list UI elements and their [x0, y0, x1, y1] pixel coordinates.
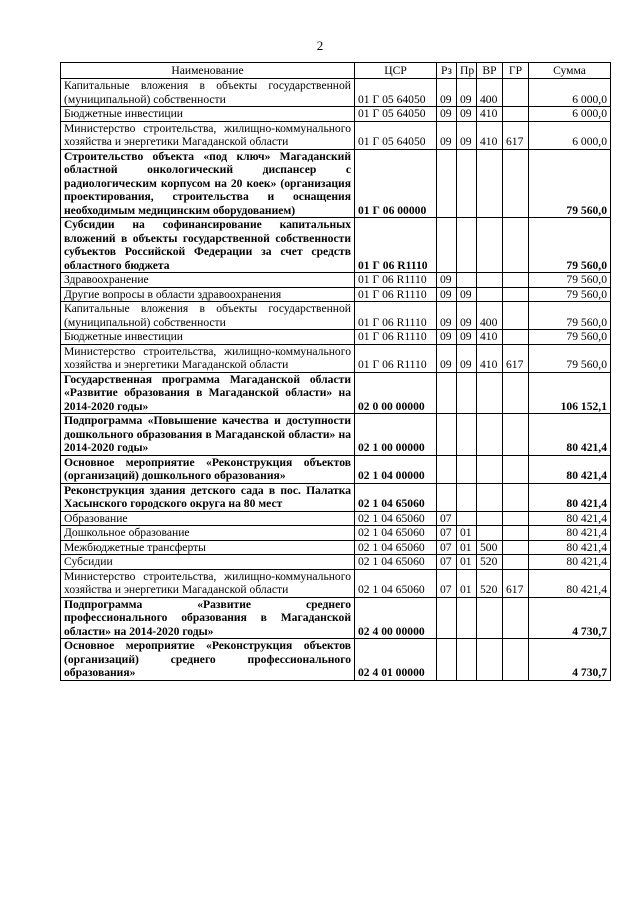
cell-rz: 07 [437, 526, 457, 541]
cell-csr: 01 Г 06 R1110 [355, 273, 437, 288]
cell-name: Министерство строительства, жилищно-коммунального хозяйства и энергетики Магаданской области [61, 569, 355, 597]
cell-name: Бюджетные инвестиции [61, 107, 355, 122]
cell-name: Министерство строительства, жилищно-коммунального хозяйства и энергетики Магаданской области [61, 121, 355, 149]
cell-vr [477, 273, 503, 288]
cell-rz: 09 [437, 287, 457, 302]
table-row [61, 121, 611, 149]
cell-csr: 02 1 04 65060 [355, 540, 437, 555]
table-row [61, 526, 611, 541]
cell-sum: 79 560,0 [529, 273, 611, 288]
cell-sum: 79 560,0 [529, 218, 611, 273]
table-row [61, 569, 611, 597]
cell-gr [503, 483, 529, 511]
cell-csr: 01 Г 06 R1110 [355, 218, 437, 273]
cell-gr [503, 526, 529, 541]
cell-gr [503, 287, 529, 302]
cell-rz [437, 149, 457, 218]
cell-vr: 520 [477, 569, 503, 597]
cell-name: Субсидии на софинансирование капитальных вложений в объекты государственной собственности субъектов Российской Федерации за счет средств областного бюджета [61, 218, 355, 273]
table-row [61, 218, 611, 273]
cell-pr [457, 511, 477, 526]
cell-csr: 01 Г 06 R1110 [355, 344, 437, 372]
cell-vr: 500 [477, 540, 503, 555]
table-row [61, 540, 611, 555]
cell-csr: 02 1 04 65060 [355, 511, 437, 526]
table-row [61, 555, 611, 570]
cell-gr: 617 [503, 569, 529, 597]
cell-sum: 79 560,0 [529, 302, 611, 330]
table-body [61, 79, 611, 681]
cell-sum: 4 730,7 [529, 597, 611, 639]
cell-pr [457, 639, 477, 681]
cell-sum: 80 421,4 [529, 540, 611, 555]
cell-gr [503, 218, 529, 273]
cell-pr: 01 [457, 540, 477, 555]
cell-csr: 01 Г 06 R1110 [355, 330, 437, 345]
cell-name: Строительство объекта «под ключ» Магаданский областной онкологический диспансер с радиологическим корпусом на 20 коек» (организация проектирования, строительства и оснащения необходимым медицинским оборудованием) [61, 149, 355, 218]
page-number: 2 [316, 38, 324, 53]
cell-vr: 520 [477, 555, 503, 570]
cell-name: Реконструкция здания детского сада в пос. Палатка Хасынского городского округа на 80 мест [61, 483, 355, 511]
table-row [61, 344, 611, 372]
cell-gr [503, 511, 529, 526]
cell-gr [503, 639, 529, 681]
cell-pr: 09 [457, 79, 477, 107]
cell-gr [503, 414, 529, 456]
cell-csr: 02 1 04 00000 [355, 455, 437, 483]
cell-sum: 79 560,0 [529, 344, 611, 372]
cell-csr: 02 1 00 00000 [355, 414, 437, 456]
cell-gr [503, 597, 529, 639]
cell-rz [437, 483, 457, 511]
cell-vr: 410 [477, 121, 503, 149]
cell-csr: 01 Г 06 R1110 [355, 287, 437, 302]
cell-sum: 80 421,4 [529, 526, 611, 541]
cell-gr [503, 330, 529, 345]
cell-vr: 400 [477, 302, 503, 330]
cell-gr: 617 [503, 344, 529, 372]
cell-vr: 410 [477, 344, 503, 372]
table-row [61, 273, 611, 288]
cell-gr [503, 372, 529, 414]
cell-name: Подпрограмма «Развитие среднего профессионального образования в Магаданской области» на 2014-2020 годы» [61, 597, 355, 639]
cell-gr [503, 273, 529, 288]
table-row [61, 107, 611, 122]
table-row [61, 372, 611, 414]
cell-csr: 02 1 04 65060 [355, 569, 437, 597]
budget-table [60, 62, 611, 681]
cell-pr: 09 [457, 107, 477, 122]
cell-vr [477, 526, 503, 541]
cell-rz: 09 [437, 330, 457, 345]
cell-pr: 01 [457, 526, 477, 541]
cell-vr [477, 455, 503, 483]
cell-gr [503, 149, 529, 218]
cell-sum: 6 000,0 [529, 107, 611, 122]
cell-name: Министерство строительства, жилищно-коммунального хозяйства и энергетики Магаданской области [61, 344, 355, 372]
cell-rz: 09 [437, 273, 457, 288]
cell-gr [503, 302, 529, 330]
cell-rz [437, 414, 457, 456]
cell-rz: 09 [437, 107, 457, 122]
header-name: Наименование [61, 63, 355, 79]
cell-gr [503, 455, 529, 483]
table-row [61, 639, 611, 681]
table-row [61, 302, 611, 330]
cell-name: Межбюджетные трансферты [61, 540, 355, 555]
header-pr: Пр [457, 63, 477, 79]
cell-pr: 09 [457, 121, 477, 149]
cell-vr [477, 218, 503, 273]
cell-gr [503, 107, 529, 122]
table-row [61, 483, 611, 511]
cell-vr [477, 414, 503, 456]
table-header-row [61, 63, 611, 79]
cell-vr [477, 639, 503, 681]
cell-name: Основное мероприятие «Реконструкция объектов (организаций) дошкольного образования» [61, 455, 355, 483]
cell-pr: 01 [457, 569, 477, 597]
table-row [61, 287, 611, 302]
cell-rz: 09 [437, 344, 457, 372]
cell-name: Образование [61, 511, 355, 526]
header-sum: Сумма [529, 63, 611, 79]
cell-rz: 07 [437, 555, 457, 570]
cell-sum: 106 152,1 [529, 372, 611, 414]
table-row [61, 511, 611, 526]
cell-sum: 80 421,4 [529, 511, 611, 526]
cell-pr: 09 [457, 287, 477, 302]
cell-pr: 09 [457, 302, 477, 330]
table-row [61, 330, 611, 345]
cell-sum: 79 560,0 [529, 330, 611, 345]
cell-csr: 02 0 00 00000 [355, 372, 437, 414]
cell-gr [503, 555, 529, 570]
cell-sum: 80 421,4 [529, 483, 611, 511]
cell-rz: 09 [437, 79, 457, 107]
table-row [61, 149, 611, 218]
header-gr: ГР [503, 63, 529, 79]
cell-csr: 02 4 00 00000 [355, 597, 437, 639]
cell-csr: 01 Г 06 00000 [355, 149, 437, 218]
cell-pr: 09 [457, 330, 477, 345]
cell-name: Государственная программа Магаданской области «Развитие образования в Магаданской области» на 2014-2020 годы» [61, 372, 355, 414]
cell-sum: 6 000,0 [529, 79, 611, 107]
cell-pr [457, 414, 477, 456]
cell-name: Основное мероприятие «Реконструкция объектов (организаций) среднего профессионального образования» [61, 639, 355, 681]
table-row [61, 79, 611, 107]
cell-vr [477, 483, 503, 511]
cell-name: Капитальные вложения в объекты государственной (муниципальной) собственности [61, 302, 355, 330]
cell-vr [477, 149, 503, 218]
cell-rz [437, 597, 457, 639]
cell-pr [457, 597, 477, 639]
cell-vr: 410 [477, 107, 503, 122]
cell-name: Подпрограмма «Повышение качества и доступности дошкольного образования в Магаданской области» на 2014-2020 годы» [61, 414, 355, 456]
cell-pr [457, 218, 477, 273]
cell-name: Субсидии [61, 555, 355, 570]
cell-sum: 79 560,0 [529, 287, 611, 302]
table-row [61, 597, 611, 639]
cell-rz: 09 [437, 121, 457, 149]
cell-name: Бюджетные инвестиции [61, 330, 355, 345]
cell-name: Капитальные вложения в объекты государственной (муниципальной) собственности [61, 79, 355, 107]
cell-rz [437, 218, 457, 273]
cell-pr: 09 [457, 344, 477, 372]
cell-sum: 80 421,4 [529, 455, 611, 483]
header-rz: Рз [437, 63, 457, 79]
header-csr: ЦСР [355, 63, 437, 79]
cell-vr [477, 597, 503, 639]
cell-pr [457, 372, 477, 414]
cell-vr [477, 287, 503, 302]
cell-sum: 6 000,0 [529, 121, 611, 149]
cell-vr: 410 [477, 330, 503, 345]
cell-rz: 07 [437, 540, 457, 555]
cell-csr: 01 Г 05 64050 [355, 79, 437, 107]
cell-rz [437, 639, 457, 681]
cell-csr: 01 Г 06 R1110 [355, 302, 437, 330]
cell-name: Дошкольное образование [61, 526, 355, 541]
cell-gr: 617 [503, 121, 529, 149]
cell-pr: 01 [457, 555, 477, 570]
cell-sum: 80 421,4 [529, 555, 611, 570]
cell-rz [437, 372, 457, 414]
cell-gr [503, 79, 529, 107]
cell-csr: 01 Г 05 64050 [355, 107, 437, 122]
cell-pr [457, 455, 477, 483]
cell-rz: 07 [437, 511, 457, 526]
cell-csr: 02 1 04 65060 [355, 483, 437, 511]
cell-csr: 01 Г 05 64050 [355, 121, 437, 149]
cell-rz: 09 [437, 302, 457, 330]
cell-sum: 80 421,4 [529, 569, 611, 597]
header-vr: ВР [477, 63, 503, 79]
table-row [61, 414, 611, 456]
cell-rz [437, 455, 457, 483]
cell-csr: 02 1 04 65060 [355, 555, 437, 570]
cell-vr [477, 511, 503, 526]
table-row [61, 455, 611, 483]
cell-name: Другие вопросы в области здравоохранения [61, 287, 355, 302]
cell-pr [457, 273, 477, 288]
cell-pr [457, 149, 477, 218]
cell-vr [477, 372, 503, 414]
cell-pr [457, 483, 477, 511]
cell-sum: 80 421,4 [529, 414, 611, 456]
cell-rz: 07 [437, 569, 457, 597]
cell-sum: 79 560,0 [529, 149, 611, 218]
cell-name: Здравоохранение [61, 273, 355, 288]
cell-csr: 02 1 04 65060 [355, 526, 437, 541]
cell-csr: 02 4 01 00000 [355, 639, 437, 681]
cell-vr: 400 [477, 79, 503, 107]
cell-gr [503, 540, 529, 555]
cell-sum: 4 730,7 [529, 639, 611, 681]
